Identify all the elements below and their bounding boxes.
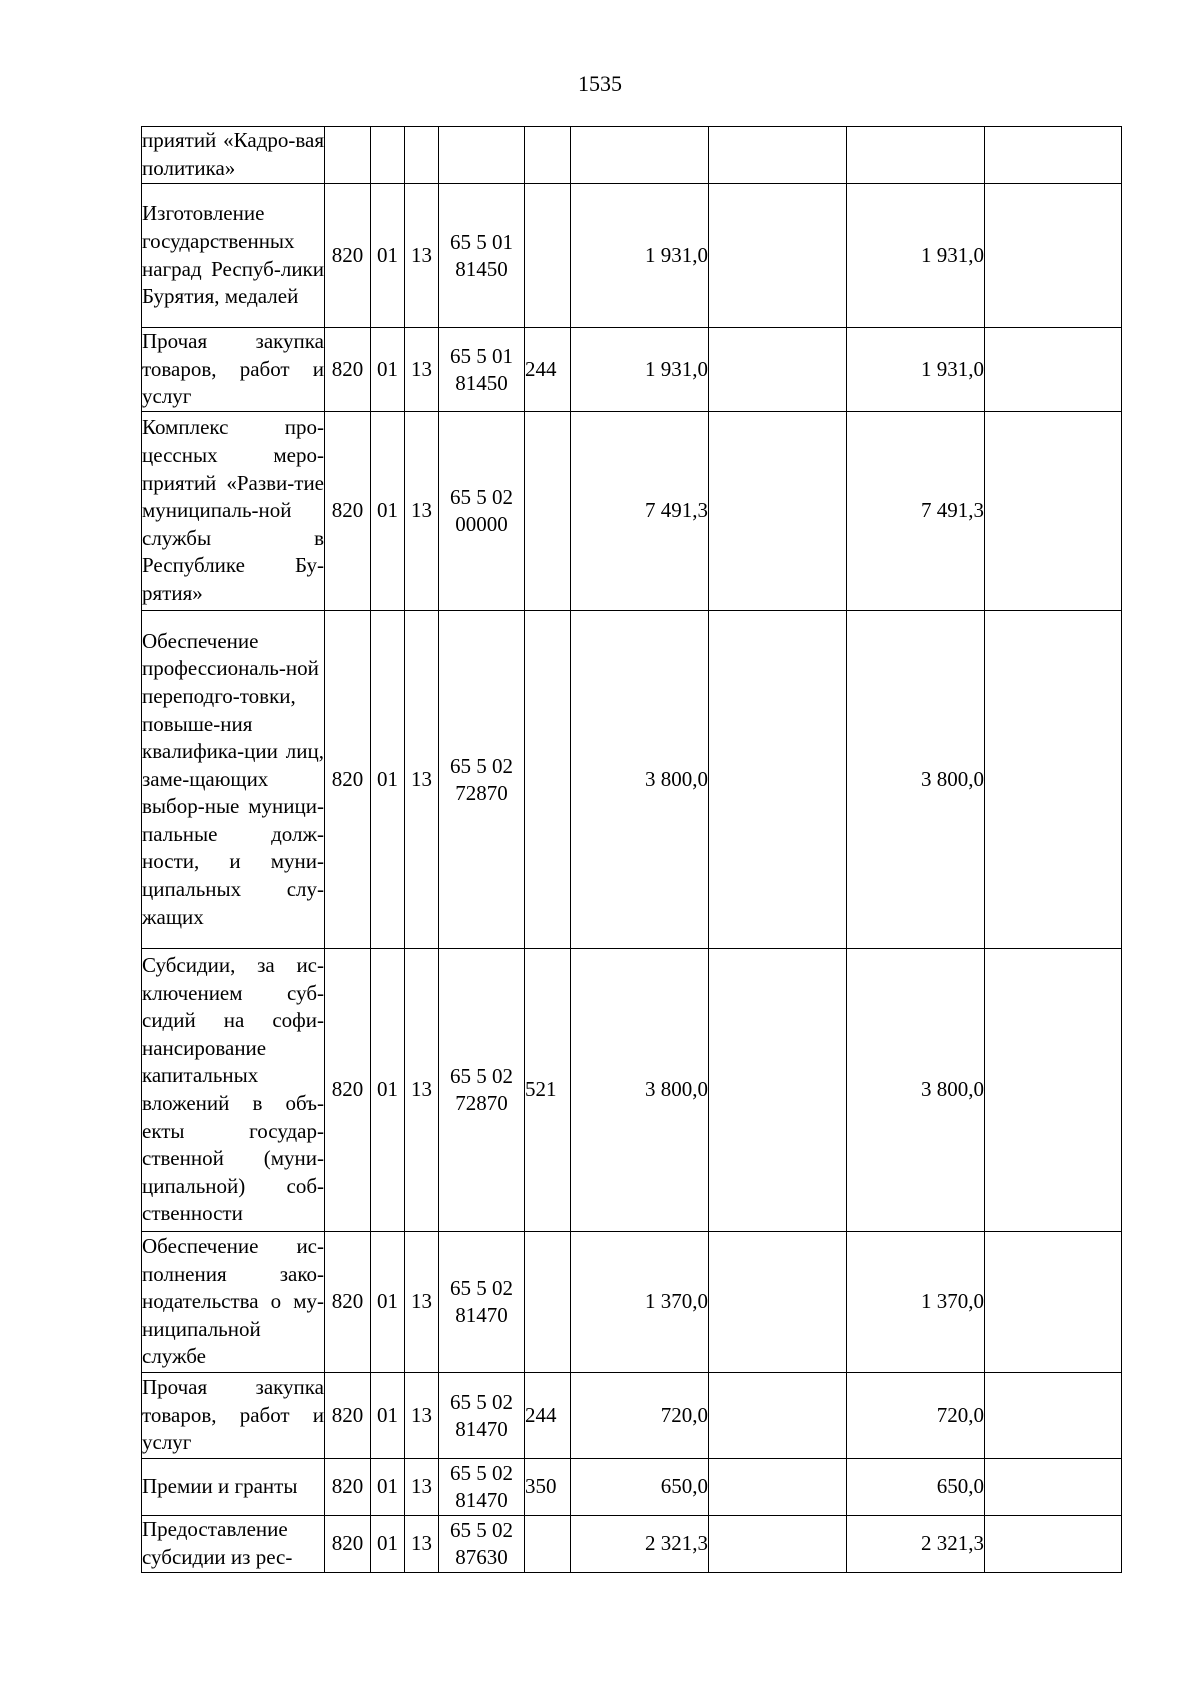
target-code: 65 5 02 00000: [439, 412, 525, 611]
section-code: 01: [371, 1232, 405, 1373]
row-name: Обеспечение ис-полнения зако-нодательства о му-ниципальной службе: [142, 1232, 325, 1373]
table-row: [142, 1516, 1122, 1573]
extra-cell: [985, 1232, 1122, 1373]
extra-cell: [985, 611, 1122, 949]
extra-cell: [985, 412, 1122, 611]
subsection-code: 13: [405, 1373, 439, 1459]
empty-cell: [709, 1232, 847, 1373]
empty-cell: [709, 328, 847, 412]
expense-type-code: [525, 127, 571, 184]
row-name: приятий «Кадро-вая политика»: [142, 127, 325, 184]
amount-total-cell: 7 491,3: [847, 412, 985, 611]
extra-cell: [985, 127, 1122, 184]
section-code: 01: [371, 611, 405, 949]
ministry-code: 820: [325, 1373, 371, 1459]
amount-cell: 1 370,0: [571, 1232, 709, 1373]
amount-total-cell: 1 370,0: [847, 1232, 985, 1373]
table-row: [142, 1373, 1122, 1459]
amount-cell: 720,0: [571, 1373, 709, 1459]
expense-type-code: 350: [525, 1459, 571, 1516]
target-code: 65 5 02 81470: [439, 1459, 525, 1516]
expense-type-code: 244: [525, 1373, 571, 1459]
empty-cell: [709, 949, 847, 1232]
ministry-code: [325, 127, 371, 184]
empty-cell: [709, 611, 847, 949]
empty-cell: [709, 1459, 847, 1516]
expense-type-code: [525, 611, 571, 949]
subsection-code: 13: [405, 1459, 439, 1516]
section-code: 01: [371, 1459, 405, 1516]
section-code: 01: [371, 412, 405, 611]
ministry-code: 820: [325, 1232, 371, 1373]
row-name: Прочая закупка товаров, работ и услуг: [142, 1373, 325, 1459]
amount-cell: [571, 127, 709, 184]
table-row: [142, 328, 1122, 412]
ministry-code: 820: [325, 611, 371, 949]
table-row: [142, 184, 1122, 328]
table-row: [142, 412, 1122, 611]
ministry-code: 820: [325, 412, 371, 611]
expense-type-code: [525, 412, 571, 611]
extra-cell: [985, 1516, 1122, 1573]
amount-total-cell: 1 931,0: [847, 184, 985, 328]
section-code: 01: [371, 1516, 405, 1573]
target-code: 65 5 01 81450: [439, 328, 525, 412]
empty-cell: [709, 412, 847, 611]
subsection-code: 13: [405, 1516, 439, 1573]
target-code: 65 5 02 72870: [439, 949, 525, 1232]
row-name: Изготовление государственных наград Респуб-лики Бурятия, медалей: [142, 184, 325, 328]
ministry-code: 820: [325, 949, 371, 1232]
amount-total-cell: 3 800,0: [847, 611, 985, 949]
subsection-code: [405, 127, 439, 184]
extra-cell: [985, 328, 1122, 412]
extra-cell: [985, 1459, 1122, 1516]
subsection-code: 13: [405, 1232, 439, 1373]
expense-type-code: [525, 1516, 571, 1573]
amount-total-cell: 3 800,0: [847, 949, 985, 1232]
row-name: Премии и гранты: [142, 1459, 325, 1516]
target-code: 65 5 02 81470: [439, 1232, 525, 1373]
table-row: [142, 1459, 1122, 1516]
amount-cell: 2 321,3: [571, 1516, 709, 1573]
subsection-code: 13: [405, 412, 439, 611]
section-code: 01: [371, 328, 405, 412]
target-code: 65 5 02 72870: [439, 611, 525, 949]
expense-type-code: [525, 1232, 571, 1373]
subsection-code: 13: [405, 611, 439, 949]
section-code: 01: [371, 184, 405, 328]
empty-cell: [709, 1373, 847, 1459]
amount-total-cell: [847, 127, 985, 184]
amount-cell: 1 931,0: [571, 328, 709, 412]
row-name: Прочая закупка товаров, работ и услуг: [142, 328, 325, 412]
target-code: 65 5 02 87630: [439, 1516, 525, 1573]
extra-cell: [985, 1373, 1122, 1459]
amount-total-cell: 720,0: [847, 1373, 985, 1459]
budget-table: [141, 126, 1122, 1573]
expense-type-code: 244: [525, 328, 571, 412]
page-number: 1535: [578, 71, 622, 96]
table-row: [142, 1232, 1122, 1373]
amount-total-cell: 1 931,0: [847, 328, 985, 412]
target-code: [439, 127, 525, 184]
row-name: Предоставление субсидии из рес-: [142, 1516, 325, 1573]
empty-cell: [709, 127, 847, 184]
amount-total-cell: 650,0: [847, 1459, 985, 1516]
table-row: [142, 127, 1122, 184]
amount-cell: 7 491,3: [571, 412, 709, 611]
section-code: 01: [371, 1373, 405, 1459]
amount-cell: 650,0: [571, 1459, 709, 1516]
expense-type-code: 521: [525, 949, 571, 1232]
empty-cell: [709, 1516, 847, 1573]
table-row: [142, 949, 1122, 1232]
subsection-code: 13: [405, 949, 439, 1232]
table-row: [142, 611, 1122, 949]
amount-cell: 1 931,0: [571, 184, 709, 328]
section-code: [371, 127, 405, 184]
ministry-code: 820: [325, 328, 371, 412]
amount-cell: 3 800,0: [571, 949, 709, 1232]
row-name: Обеспечение профессиональ-ной переподго-товки, повыше-ния квалифика-ции лиц, заме-щающих выбор-ные муници-пальные долж-ности, и муни-ципальных слу-жащих: [142, 611, 325, 949]
ministry-code: 820: [325, 1516, 371, 1573]
subsection-code: 13: [405, 184, 439, 328]
empty-cell: [709, 184, 847, 328]
ministry-code: 820: [325, 184, 371, 328]
amount-cell: 3 800,0: [571, 611, 709, 949]
amount-total-cell: 2 321,3: [847, 1516, 985, 1573]
row-name: Субсидии, за ис-ключением суб-сидий на софи-нансирование капитальных вложений в объ-екты государ-ственной (муни-ципальной) соб-ственности: [142, 949, 325, 1232]
expense-type-code: [525, 184, 571, 328]
section-code: 01: [371, 949, 405, 1232]
subsection-code: 13: [405, 328, 439, 412]
extra-cell: [985, 949, 1122, 1232]
target-code: 65 5 02 81470: [439, 1373, 525, 1459]
target-code: 65 5 01 81450: [439, 184, 525, 328]
row-name: Комплекс про-цессных меро-приятий «Разви-тие муниципаль-ной службы в Республике Бу-рятия»: [142, 412, 325, 611]
ministry-code: 820: [325, 1459, 371, 1516]
extra-cell: [985, 184, 1122, 328]
